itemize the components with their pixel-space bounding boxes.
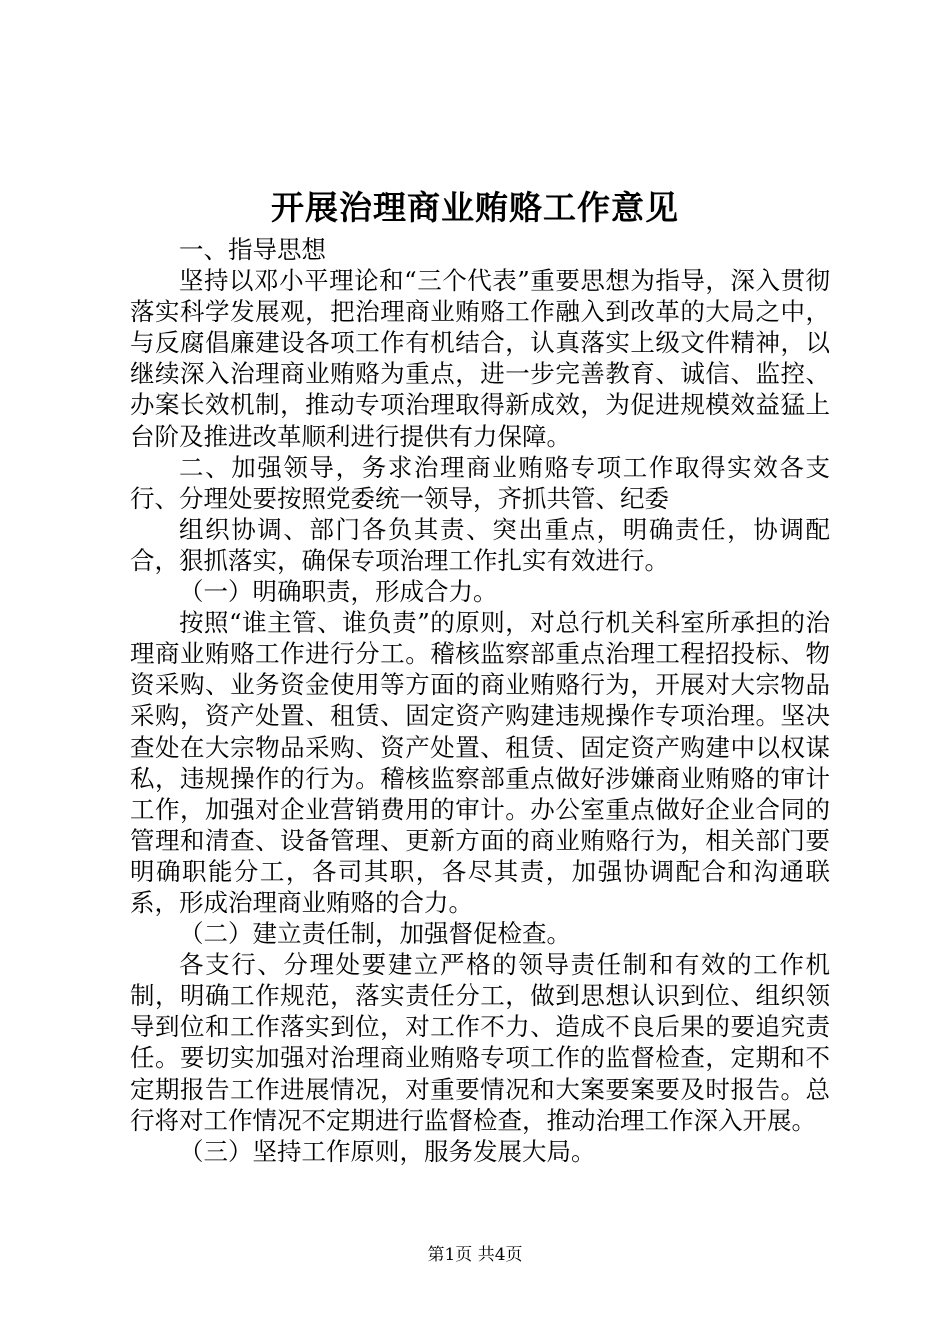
paragraph-leadership: 组织协调、部门各负其责、突出重点，明确责任，协调配合，狠抓落实，确保专项治理工作扎实有效进行。 — [130, 514, 830, 575]
page-footer: 第1页 共4页 — [427, 1245, 523, 1265]
section-heading-leadership: 二、加强领导，务求治理商业贿赂专项工作取得实效各支行、分理处要按照党委统一领导，齐抓共管、纪委 — [130, 452, 830, 513]
subheading-work-principles: （三）坚持工作原则，服务发展大局。 — [179, 1136, 596, 1166]
paragraph-responsibilities: 按照“谁主管、谁负责”的原则，对总行机关科室所承担的治理商业贿赂工作进行分工。稽核监察部重点治理工程招投标、物资采购、业务资金使用等方面的商业贿赂行为，开展对大宗物品采购，资产处置、租赁、固定资产购建违规操作专项治理。坚决查处在大宗物品采购、资产处置、租赁、固定资产购建中以权谋私，违规操作的行为。稽核监察部重点做好涉嫌商业贿赂的审计工作，加强对企业营销费用的审计。办公室重点做好企业合同的管理和清查、设备管理、更新方面的商业贿赂行为，相关部门要明确职能分工，各司其职，各尽其责，加强协调配合和沟通联系，形成治理商业贿赂的合力。 — [130, 608, 830, 917]
paragraph-responsibility-system: 各支行、分理处要建立严格的领导责任制和有效的工作机制，明确工作规范，落实责任分工，做到思想认识到位、组织领导到位和工作落实到位，对工作不力、造成不良后果的要追究责任。要切实加强对治理商业贿赂专项工作的监督检查，定期和不定期报告工作进展情况，对重要情况和大案要案要及时报告。总行将对工作情况不定期进行监督检查，推动治理工作深入开展。 — [130, 950, 830, 1135]
subheading-responsibility-system: （二）建立责任制，加强督促检查。 — [179, 919, 571, 949]
document-body — [130, 234, 830, 1167]
paragraph-guiding-thought: 坚持以邓小平理论和“三个代表”重要思想为指导，深入贯彻落实科学发展观，把治理商业贿赂工作融入到改革的大局之中，与反腐倡廉建设各项工作有机结合，认真落实上级文件精神，以继续深入治理商业贿赂为重点，进一步完善教育、诚信、监控、办案长效机制，推动专项治理取得新成效，为促进规模效益猛上台阶及推进改革顺利进行提供有力保障。 — [130, 266, 830, 451]
subheading-responsibilities: （一）明确职责，形成合力。 — [179, 577, 498, 607]
document-title: 开展治理商业贿赂工作意见 — [271, 188, 679, 227]
section-heading-guiding-thought: 一、指导思想 — [179, 235, 326, 264]
